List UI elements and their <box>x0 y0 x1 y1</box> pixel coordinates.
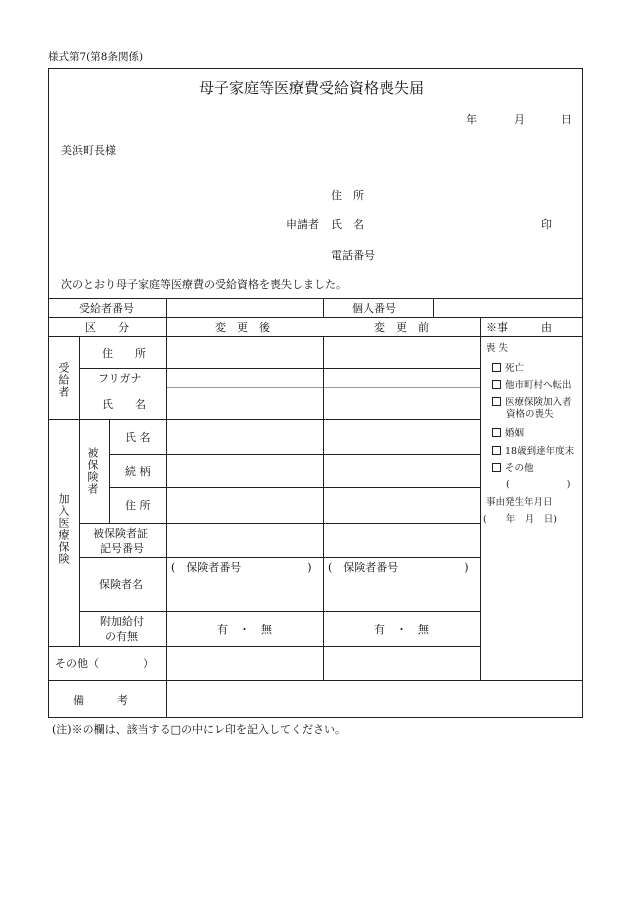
rule <box>49 298 582 299</box>
extra-benefit-after: 有 ・ 無 <box>217 623 272 636</box>
col-reason: ※事 由 <box>486 321 552 334</box>
extra-benefit-label-2: の有無 <box>105 630 138 643</box>
rule <box>79 368 480 369</box>
rule <box>49 646 480 647</box>
reason-other-paren: ( ) <box>506 479 571 490</box>
col-category: 区 分 <box>85 321 129 334</box>
checkbox[interactable] <box>492 463 501 472</box>
insurance-group-label: 加入医療保険 <box>57 493 70 565</box>
date-month-label: 月 <box>514 113 525 126</box>
insurer-name-label: 保険者名 <box>99 578 143 591</box>
addressee: 美浜町長様 <box>61 144 116 157</box>
form-number: 様式第7(第8条関係) <box>48 51 144 63</box>
statement: 次のとおり母子家庭等医療費の受給資格を喪失しました。 <box>61 278 347 291</box>
applicant-name-label: 氏 名 <box>331 218 364 231</box>
recipient-number-label: 受給者番号 <box>79 302 134 315</box>
insured-card-label-1: 被保険者証 <box>93 527 148 540</box>
rule <box>109 454 480 455</box>
applicant-label: 申請者 <box>286 218 319 231</box>
rule <box>79 557 480 558</box>
reason-item-insurance[interactable]: 医療保険加入者 <box>492 397 572 408</box>
recipient-name-label: 氏 名 <box>102 398 146 411</box>
date-year-label: 年 <box>466 113 477 126</box>
insurer-number-after: ( 保険者番号 ) <box>171 561 312 574</box>
recipient-address-label: 住 所 <box>102 347 146 360</box>
seal-mark: 印 <box>541 218 552 231</box>
reason-item-death[interactable]: 死亡 <box>492 363 524 374</box>
reason-heading: 喪 失 <box>486 343 509 354</box>
reason-item-other[interactable]: その他 <box>492 463 534 474</box>
insured-group-label: 被保険者 <box>86 447 99 495</box>
col-line <box>323 336 324 680</box>
checkbox[interactable] <box>492 380 501 389</box>
other-label: その他（ ） <box>55 657 154 670</box>
recipient-group-label: 受給者 <box>57 362 70 398</box>
rule <box>49 680 582 681</box>
remarks-label: 備 考 <box>73 694 128 707</box>
date-day-label: 日 <box>561 113 572 126</box>
col-line <box>166 298 167 717</box>
form-frame <box>48 68 583 718</box>
footer-note: (注)※の欄は、該当する□の中にレ印を記入してください。 <box>52 723 346 736</box>
col-before: 変 更 前 <box>374 321 429 334</box>
recipient-furigana-label: フリガナ <box>98 372 142 385</box>
insurer-number-before: ( 保険者番号 ) <box>328 561 469 574</box>
insured-name-label: 氏 名 <box>125 431 151 444</box>
form-title: 母子家庭等医療費受給資格喪失届 <box>199 79 425 97</box>
reason-item-move[interactable]: 他市町村へ転出 <box>492 380 572 391</box>
checkbox[interactable] <box>492 446 501 455</box>
occurrence-date-label: 事由発生年月日 <box>486 497 553 508</box>
col-line <box>323 298 324 317</box>
rule <box>49 317 582 318</box>
rule <box>79 611 480 612</box>
personal-number-label: 個人番号 <box>352 302 396 315</box>
extra-benefit-label-1: 附加給付 <box>100 615 144 628</box>
rule <box>109 487 480 488</box>
reason-item-insurance-cont: 資格の喪失 <box>506 409 554 420</box>
applicant-address-label: 住 所 <box>331 189 364 202</box>
checkbox[interactable] <box>492 428 501 437</box>
col-line <box>480 317 481 680</box>
col-line <box>433 298 434 317</box>
insured-address-label: 住 所 <box>125 499 151 512</box>
extra-benefit-before: 有 ・ 無 <box>374 623 429 636</box>
col-line <box>79 336 80 646</box>
occurrence-date: ( 年 月 日) <box>483 514 557 525</box>
insured-relation-label: 続 柄 <box>125 465 151 478</box>
rule <box>49 336 582 337</box>
col-line <box>109 419 110 523</box>
reason-item-age[interactable]: 18歳到達年度末 <box>492 446 574 457</box>
insured-card-label-2: 記号番号 <box>100 542 144 555</box>
col-after: 変 更 後 <box>215 321 270 334</box>
reason-item-marriage[interactable]: 婚姻 <box>492 428 524 439</box>
checkbox[interactable] <box>492 397 501 406</box>
rule <box>49 419 480 420</box>
applicant-phone-label: 電話番号 <box>331 249 375 262</box>
checkbox[interactable] <box>492 363 501 372</box>
rule <box>79 523 480 524</box>
